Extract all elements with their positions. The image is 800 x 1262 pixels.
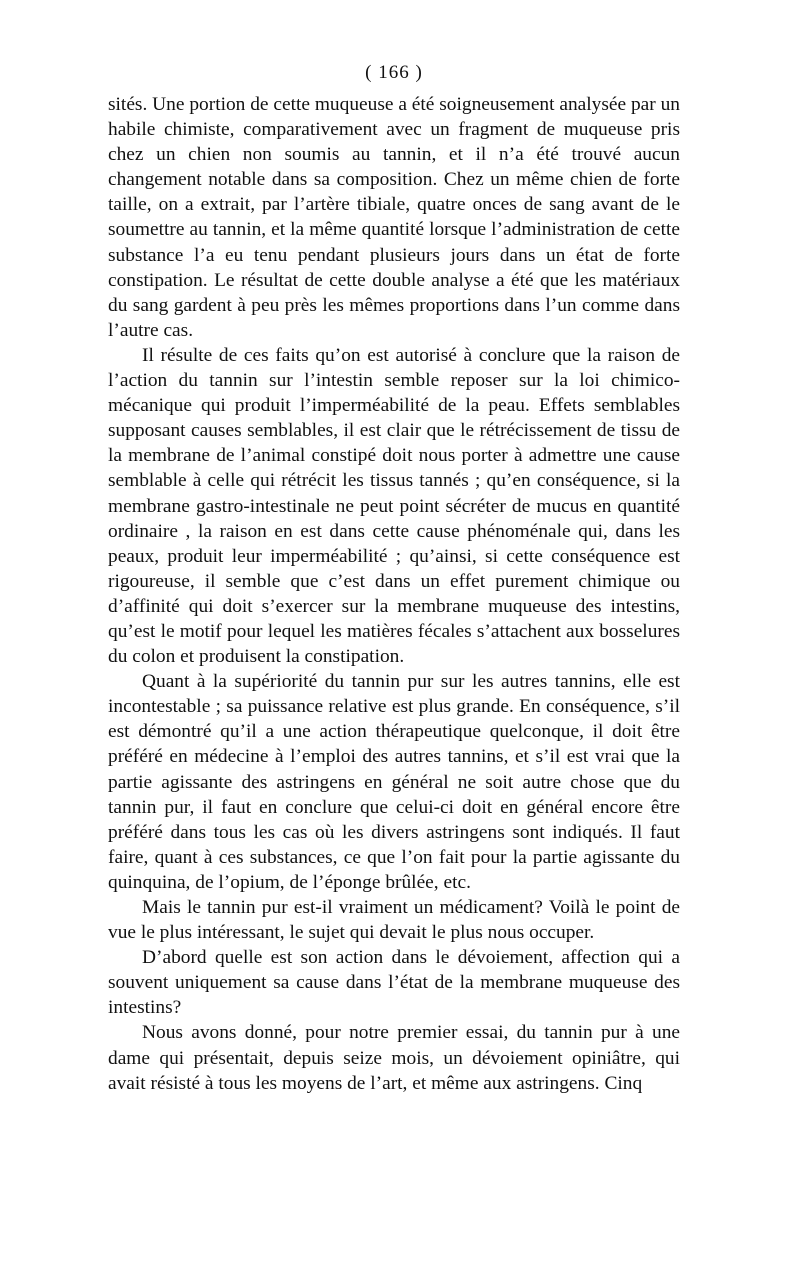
- paragraph-4: Mais le tannin pur est-il vraiment un médicament? Voilà le point de vue le plus intéressant, le sujet qui devait le plus nous occuper.: [108, 897, 680, 944]
- paragraph-3: Quant à la supériorité du tannin pur sur les autres tannins, elle est incontestable ; sa puissance relative est plus grande. En conséquence, s’il est démontré qu’il a une action thérapeutique quelconque, il doit être préféré en médecine à l’emploi des autres tannins, et s’il est vrai que la partie agissante des astringens en général ne soit autre chose que du tannin pur, il faut en conclure que celui-ci doit en général encore être préféré dans tous les cas où les divers astringens sont indiqués. Il faut faire, quant à ces substances, ce que l’on fait pour la partie agissante du quinquina, de l’opium, de l’éponge brûlée, etc.: [108, 671, 680, 893]
- paragraph-2: Il résulte de ces faits qu’on est autorisé à conclure que la raison de l’action du tannin sur l’intestin semble reposer sur la loi chimico-mécanique qui produit l’imperméabilité de la peau. Effets semblables supposant causes semblables, il est clair que le rétrécissement de tissu de la membrane de l’animal constipé doit nous porter à admettre une cause semblable à celle qui rétrécit les tissus tannés ; qu’en conséquence, si la membrane gastro-intestinale ne peut point sécréter de mucus en quantité ordinaire , la raison en est dans cette cause phénoménale qui, dans les peaux, produit leur imperméabilité ; qu’ainsi, si cette conséquence est rigoureuse, il semble que c’est dans un effet purement chimique ou d’affinité qui doit s’exercer sur la membrane muqueuse des intestins, qu’est le motif pour lequel les matières fécales s’attachent aux bosselures du colon et produisent la constipation.: [108, 344, 680, 668]
- paragraph-1: sités. Une portion de cette muqueuse a été soigneusement analysée par un habile chimiste, comparativement avec un fragment de muqueuse pris chez un chien non soumis au tannin, et il n’a été trouvé aucun changement notable dans sa composition. Chez un même chien de forte taille, on a extrait, par l’artère tibiale, quatre onces de sang avant de le soumettre au tannin, et la même quantité lorsque l’administration de cette substance l’a eu tenu pendant plusieurs jours dans un état de forte constipation. Le résultat de cette double analyse a été que les matériaux du sang gardent à peu près les mêmes proportions dans l’un comme dans l’autre cas.: [108, 94, 680, 341]
- book-page: [108, 60, 680, 1096]
- paragraph-5: D’abord quelle est son action dans le dévoiement, affection qui a souvent uniquement sa cause dans l’état de la membrane muqueuse des intestins?: [108, 947, 680, 1019]
- page-number: ( 166 ): [365, 62, 423, 83]
- paragraph-6: Nous avons donné, pour notre premier essai, du tannin pur à une dame qui présentait, depuis seize mois, un dévoiement opiniâtre, qui avait résisté à tous les moyens de l’art, et même aux astringens. Cinq: [108, 1022, 680, 1094]
